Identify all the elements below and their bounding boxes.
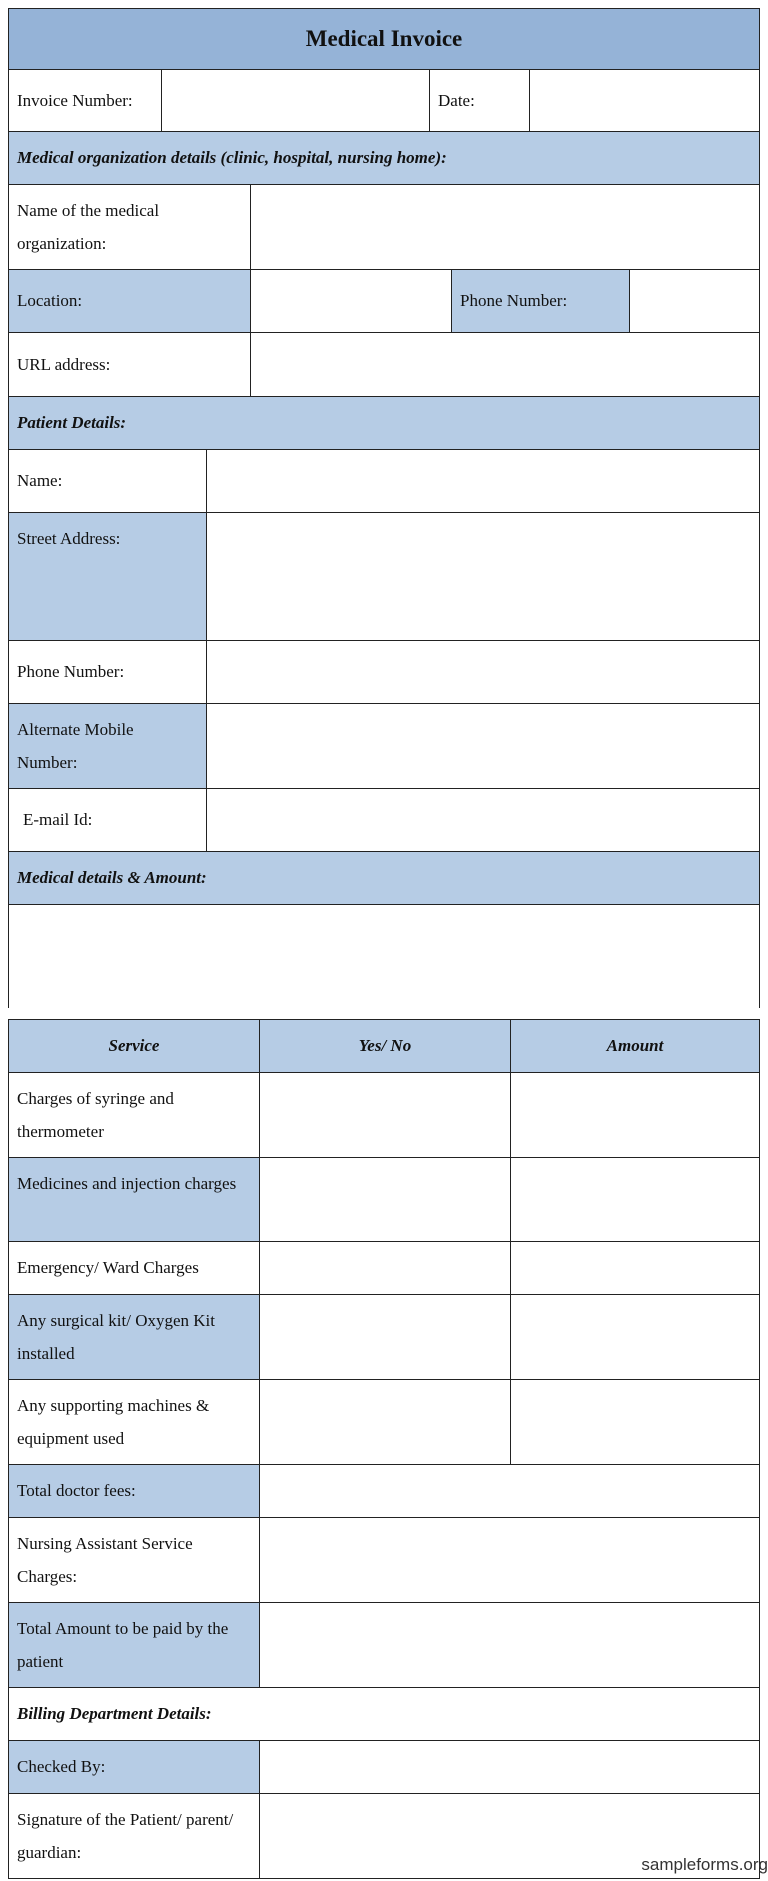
nursing-charges-field[interactable] (259, 1517, 760, 1603)
medical-details-area[interactable] (8, 904, 760, 1008)
patient-email-field[interactable] (206, 788, 760, 852)
yes-no-cell[interactable] (259, 1241, 511, 1295)
yes-no-cell[interactable] (259, 1157, 511, 1242)
col-header-yes-no: Yes/ No (259, 1019, 511, 1073)
date-label: Date: (429, 69, 530, 132)
amount-cell[interactable] (510, 1294, 760, 1380)
page-title: Medical Invoice (8, 8, 760, 70)
patient-street-label: Street Address: (8, 512, 207, 641)
patient-name-field[interactable] (206, 449, 760, 513)
patient-alt-mobile-field[interactable] (206, 703, 760, 789)
yes-no-cell[interactable] (259, 1072, 511, 1158)
nursing-charges-label: Nursing Assistant Service Charges: (8, 1517, 260, 1603)
invoice-number-label: Invoice Number: (8, 69, 162, 132)
total-amount-label: Total Amount to be paid by the patient (8, 1602, 260, 1688)
patient-street-field[interactable] (206, 512, 760, 641)
watermark: sampleforms.org (641, 1855, 768, 1874)
checked-by-label: Checked By: (8, 1740, 260, 1794)
patient-phone-field[interactable] (206, 640, 760, 704)
service-row-label: Any surgical kit/ Oxygen Kit installed (8, 1294, 260, 1380)
service-row-label: Medicines and injection charges (8, 1157, 260, 1242)
amount-cell[interactable] (510, 1379, 760, 1465)
service-row-label: Emergency/ Ward Charges (8, 1241, 260, 1295)
doctor-fees-label: Total doctor fees: (8, 1464, 260, 1518)
org-url-field[interactable] (250, 332, 760, 397)
checked-by-field[interactable] (259, 1740, 760, 1794)
signature-label: Signature of the Patient/ parent/ guardian: (8, 1793, 260, 1879)
yes-no-cell[interactable] (259, 1379, 511, 1465)
col-header-service: Service (8, 1019, 260, 1073)
org-name-label: Name of the medical organization: (8, 184, 251, 270)
date-field[interactable] (529, 69, 760, 132)
org-phone-field[interactable] (629, 269, 760, 333)
service-row-label: Any supporting machines & equipment used (8, 1379, 260, 1465)
total-amount-field[interactable] (259, 1602, 760, 1688)
patient-email-label: E-mail Id: (8, 788, 207, 852)
amount-cell[interactable] (510, 1241, 760, 1295)
org-phone-label: Phone Number: (451, 269, 630, 333)
doctor-fees-field[interactable] (259, 1464, 760, 1518)
patient-phone-label: Phone Number: (8, 640, 207, 704)
org-location-label: Location: (8, 269, 251, 333)
patient-name-label: Name: (8, 449, 207, 513)
patient-alt-mobile-label: Alternate Mobile Number: (8, 703, 207, 789)
org-location-field[interactable] (250, 269, 452, 333)
service-row-label: Charges of syringe and thermometer (8, 1072, 260, 1158)
amount-cell[interactable] (510, 1072, 760, 1158)
invoice-number-field[interactable] (161, 69, 430, 132)
yes-no-cell[interactable] (259, 1294, 511, 1380)
amount-cell[interactable] (510, 1157, 760, 1242)
org-section-heading: Medical organization details (clinic, hospital, nursing home): (8, 131, 760, 185)
medical-section-heading: Medical details & Amount: (8, 851, 760, 905)
patient-section-heading: Patient Details: (8, 396, 760, 450)
org-url-label: URL address: (8, 332, 251, 397)
col-header-amount: Amount (510, 1019, 760, 1073)
org-name-field[interactable] (250, 184, 760, 270)
billing-section-heading: Billing Department Details: (8, 1687, 760, 1741)
